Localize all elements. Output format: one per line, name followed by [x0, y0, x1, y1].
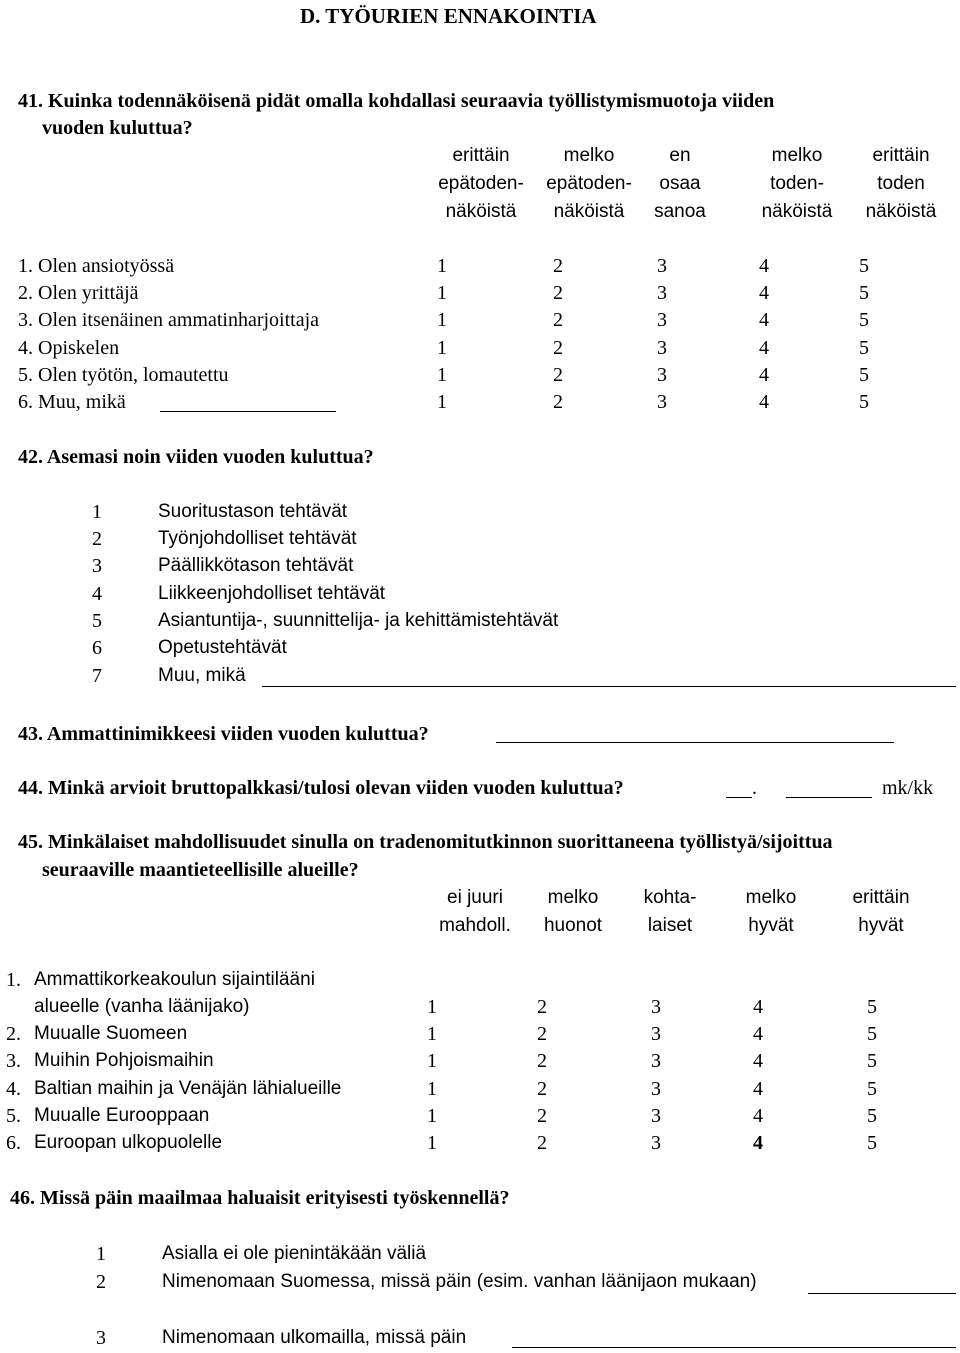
option-2[interactable]: 2: [537, 1132, 547, 1154]
q45-row-label: Muihin Pohjoismaihin: [34, 1050, 214, 1071]
q46-option-label: Nimenomaan Suomessa, missä päin (esim. vanhan läänijaon mukaan): [162, 1271, 757, 1292]
q45-row-num: 6.: [6, 1132, 21, 1154]
option-5[interactable]: 5: [859, 391, 869, 413]
q41-other-input-line[interactable]: [160, 411, 336, 412]
option-5[interactable]: 5: [867, 1105, 877, 1127]
option-5[interactable]: 5: [859, 255, 869, 277]
q44-title: 44. Minkä arvioit bruttopalkkasi/tulosi olevan viiden vuoden kuluttua?: [18, 777, 624, 799]
option-5[interactable]: 5: [859, 282, 869, 304]
section-title: D. TYÖURIEN ENNAKOINTIA: [300, 4, 597, 28]
option-2[interactable]: 2: [537, 1023, 547, 1045]
option-1[interactable]: 1: [427, 1023, 437, 1045]
option-1[interactable]: 1: [437, 309, 447, 331]
option-1[interactable]: 1: [427, 996, 437, 1018]
option-3[interactable]: 3: [651, 1105, 661, 1127]
q44-unit: mk/kk: [882, 777, 934, 799]
q45-row: [0, 1104, 960, 1128]
q41-row-label: 1. Olen ansiotyössä: [18, 255, 175, 277]
option-1[interactable]: 1: [437, 364, 447, 386]
q41-row: [0, 336, 960, 360]
q46-option-num[interactable]: 2: [96, 1271, 106, 1293]
option-5[interactable]: 5: [859, 337, 869, 359]
q45-header-4: melko hyvät: [745, 887, 797, 936]
option-4[interactable]: 4: [753, 1023, 763, 1045]
option-5[interactable]: 5: [867, 1132, 877, 1154]
q45-row: [0, 1131, 960, 1155]
q45-title-line2: seuraaville maantieteellisille alueille?: [42, 859, 359, 881]
q45-header-3: kohta- laiset: [643, 887, 697, 936]
option-2[interactable]: 2: [553, 337, 563, 359]
option-3[interactable]: 3: [651, 1023, 661, 1045]
q41-row-label: 5. Olen työtön, lomautettu: [18, 364, 229, 386]
option-2[interactable]: 2: [537, 1050, 547, 1072]
q45-row-label: Ammattikorkeakoulun sijaintilääni: [34, 969, 315, 990]
q45-row: [0, 1049, 960, 1073]
q44-input-line-b[interactable]: [786, 797, 872, 798]
option-2[interactable]: 2: [553, 309, 563, 331]
q41-row: [0, 308, 960, 332]
q42-option-label: Päällikkötason tehtävät: [158, 555, 354, 576]
q46-option-num[interactable]: 3: [96, 1327, 106, 1349]
q41-header-4: melko toden- näköistä: [761, 145, 833, 222]
option-3[interactable]: 3: [657, 337, 667, 359]
q42-other-input-line[interactable]: [262, 686, 956, 687]
option-4[interactable]: 4: [759, 364, 769, 386]
q41-header-2: melko epätoden- näköistä: [546, 145, 632, 222]
option-5[interactable]: 5: [867, 996, 877, 1018]
option-1[interactable]: 1: [427, 1078, 437, 1100]
q42-option-num[interactable]: 4: [92, 583, 102, 605]
option-3[interactable]: 3: [651, 1050, 661, 1072]
q41-header-1: erittäin epätoden- näköistä: [438, 145, 524, 222]
option-1[interactable]: 1: [427, 1132, 437, 1154]
q41-row: [0, 281, 960, 305]
q41-row-label: 6. Muu, mikä: [18, 391, 126, 413]
q45-row-label-line2: alueelle (vanha läänijako): [34, 996, 250, 1017]
q42-option-num[interactable]: 1: [92, 501, 102, 523]
option-5[interactable]: 5: [867, 1023, 877, 1045]
option-5[interactable]: 5: [867, 1078, 877, 1100]
q41-row: [0, 390, 960, 414]
q45-row: [0, 1022, 960, 1046]
q41-title-line2: vuoden kuluttua?: [42, 117, 193, 139]
q42-option-label: Liikkeenjohdolliset tehtävät: [158, 583, 386, 604]
option-5[interactable]: 5: [859, 309, 869, 331]
option-4[interactable]: 4: [759, 282, 769, 304]
q45-header-2: melko huonot: [543, 887, 603, 936]
q45-row: [0, 968, 960, 1020]
option-3[interactable]: 3: [651, 1132, 661, 1154]
q42-option-label: Asiantuntija-, suunnittelija- ja kehittämistehtävät: [158, 610, 559, 631]
q45-row-label: Baltian maihin ja Venäjän lähialueille: [34, 1078, 342, 1099]
option-5[interactable]: 5: [867, 1050, 877, 1072]
q45-title-line1: 45. Minkälaiset mahdollisuudet sinulla on tradenomitutkinnon suorittaneena työllistyä/sijoittua: [18, 831, 833, 853]
q42-title: 42. Asemasi noin viiden vuoden kuluttua?: [18, 446, 374, 468]
q42-option-num[interactable]: 7: [92, 665, 102, 687]
q45-row-num: 4.: [6, 1078, 21, 1100]
option-1[interactable]: 1: [437, 337, 447, 359]
q45-row: [0, 1077, 960, 1101]
q42-option-label: Työnjohdolliset tehtävät: [158, 528, 357, 549]
option-3[interactable]: 3: [657, 364, 667, 386]
option-2[interactable]: 2: [553, 282, 563, 304]
q41-row-label: 2. Olen yrittäjä: [18, 282, 139, 304]
q41-row: [0, 254, 960, 278]
q42-option-label: Muu, mikä: [158, 665, 246, 686]
option-1[interactable]: 1: [427, 1105, 437, 1127]
option-3[interactable]: 3: [657, 391, 667, 413]
option-4[interactable]: 4: [753, 1078, 763, 1100]
q43-input-line[interactable]: [496, 742, 894, 743]
q45-row-num: 3.: [6, 1050, 21, 1072]
option-4[interactable]: 4: [759, 391, 769, 413]
q42-option-num[interactable]: 6: [92, 637, 102, 659]
q46-option-label: Nimenomaan ulkomailla, missä päin: [162, 1327, 467, 1348]
q46-option3-input-line[interactable]: [512, 1347, 956, 1348]
option-5[interactable]: 5: [859, 364, 869, 386]
q45-row-label: Muualle Eurooppaan: [34, 1105, 210, 1126]
q44-separator: .: [752, 777, 757, 799]
option-2[interactable]: 2: [553, 391, 563, 413]
q41-row-label: 3. Olen itsenäinen ammatinharjoittaja: [18, 309, 320, 331]
option-2[interactable]: 2: [537, 1105, 547, 1127]
option-2[interactable]: 2: [537, 996, 547, 1018]
q42-option-label: Opetustehtävät: [158, 637, 287, 658]
q45-row-num: 1.: [6, 969, 21, 991]
q45-row-num: 2.: [6, 1023, 21, 1045]
option-1[interactable]: 1: [437, 255, 447, 277]
option-3[interactable]: 3: [657, 309, 667, 331]
option-4[interactable]: 4: [753, 1132, 763, 1154]
q45-row-label: Euroopan ulkopuolelle: [34, 1132, 223, 1153]
option-3[interactable]: 3: [651, 1078, 661, 1100]
option-4[interactable]: 4: [753, 1050, 763, 1072]
q41-header-3: en osaa sanoa: [654, 145, 706, 222]
option-3[interactable]: 3: [651, 996, 661, 1018]
option-2[interactable]: 2: [553, 255, 563, 277]
q43-title: 43. Ammattinimikkeesi viiden vuoden kuluttua?: [18, 723, 429, 745]
option-2[interactable]: 2: [537, 1078, 547, 1100]
q46-option2-input-line[interactable]: [808, 1293, 956, 1294]
q45-header-5: erittäin hyvät: [852, 887, 910, 936]
q45-header-1: ei juuri mahdoll.: [439, 887, 511, 936]
q45-row-num: 5.: [6, 1105, 21, 1127]
q41-title-line1: 41. Kuinka todennäköisenä pidät omalla kohdallasi seuraavia työllistymismuotoja viiden: [18, 90, 775, 112]
q41-row-label: 4. Opiskelen: [18, 337, 120, 359]
q45-row-label: Muualle Suomeen: [34, 1023, 188, 1044]
q46-option-num[interactable]: 1: [96, 1243, 106, 1265]
option-4[interactable]: 4: [759, 309, 769, 331]
q42-option-label: Suoritustason tehtävät: [158, 501, 348, 522]
option-4[interactable]: 4: [759, 337, 769, 359]
q41-row: [0, 363, 960, 387]
option-1[interactable]: 1: [427, 1050, 437, 1072]
option-4[interactable]: 4: [753, 1105, 763, 1127]
q42-option-num[interactable]: 5: [92, 610, 102, 632]
q44-input-line-a[interactable]: [726, 797, 752, 798]
option-2[interactable]: 2: [553, 364, 563, 386]
option-4[interactable]: 4: [759, 255, 769, 277]
option-3[interactable]: 3: [657, 282, 667, 304]
option-3[interactable]: 3: [657, 255, 667, 277]
q42-option-num[interactable]: 3: [92, 555, 102, 577]
q42-option-num[interactable]: 2: [92, 528, 102, 550]
option-1[interactable]: 1: [437, 391, 447, 413]
option-1[interactable]: 1: [437, 282, 447, 304]
option-4[interactable]: 4: [753, 996, 763, 1018]
q41-header-5: erittäin toden näköistä: [865, 145, 937, 222]
q46-title: 46. Missä päin maailmaa haluaisit erityisesti työskennellä?: [10, 1187, 510, 1209]
q46-option-label: Asialla ei ole pienintäkään väliä: [162, 1243, 427, 1264]
